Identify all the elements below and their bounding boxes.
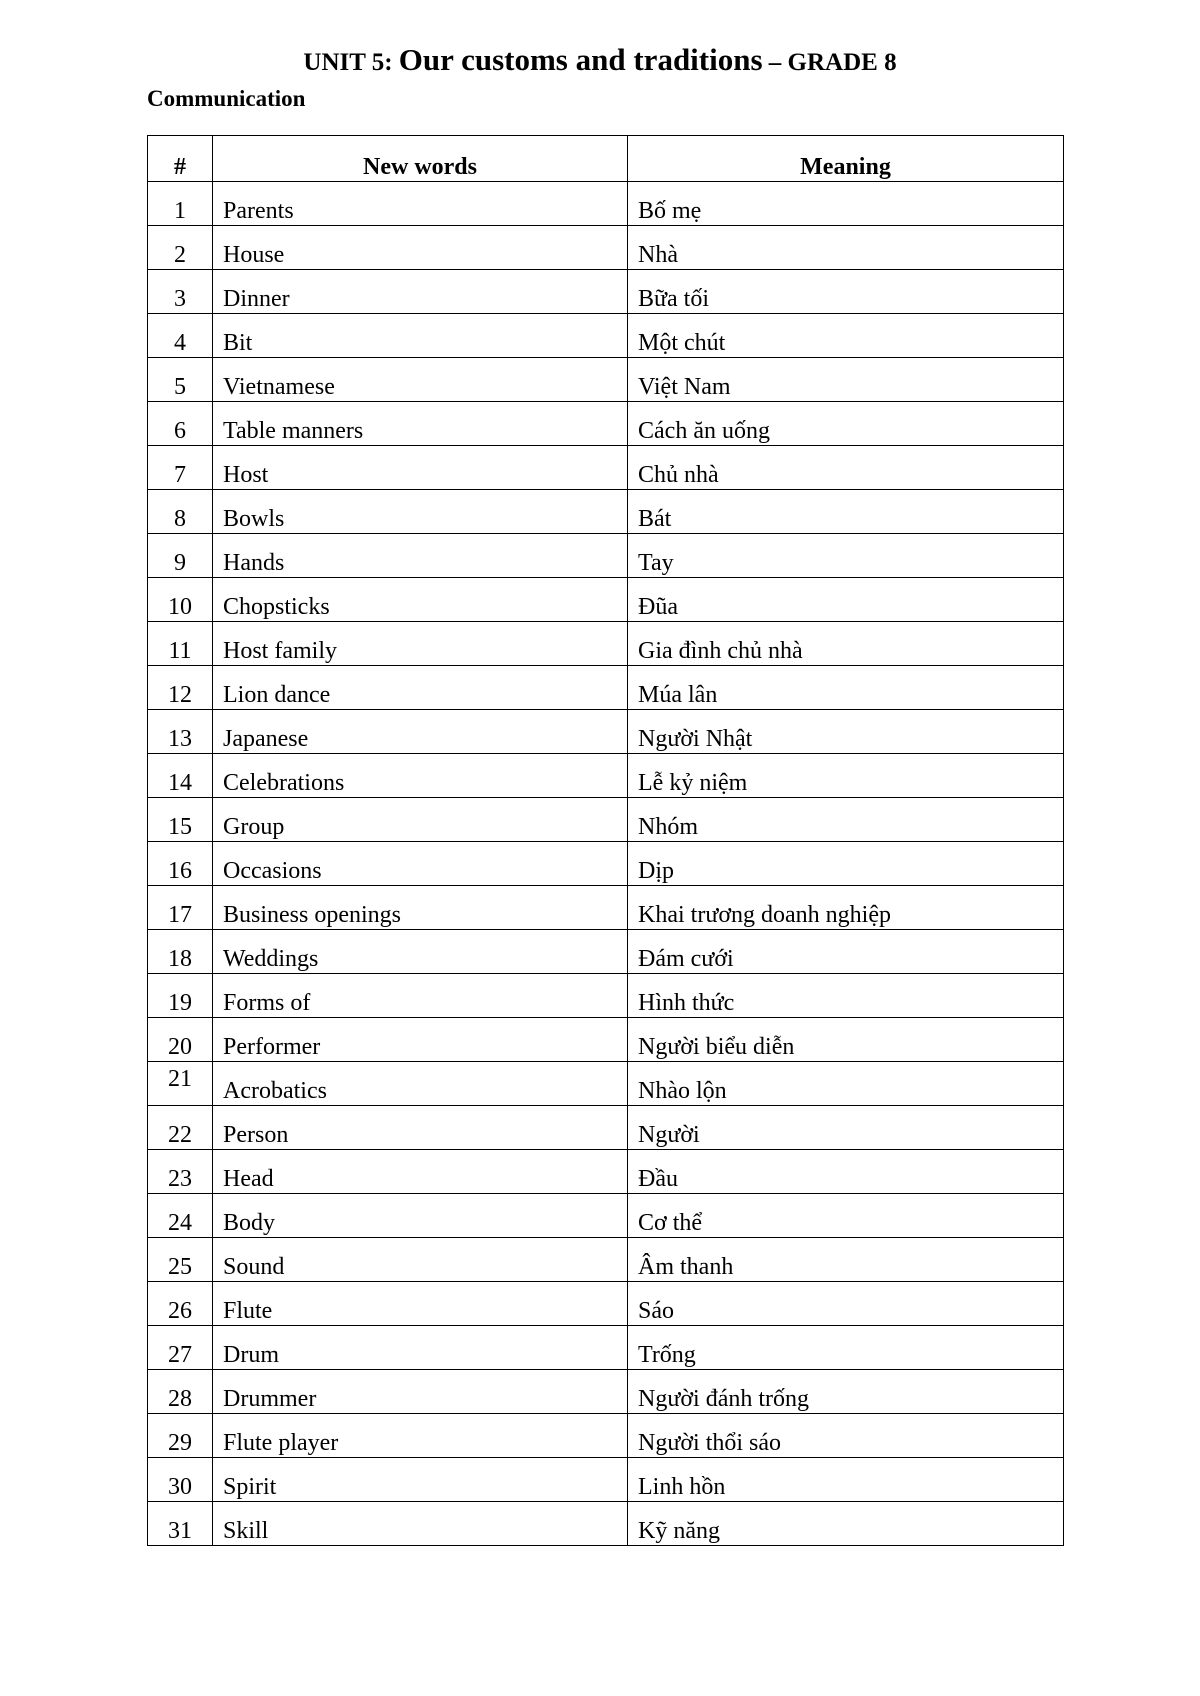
row-meaning: Linh hồn xyxy=(628,1458,1064,1502)
row-new-word: Host xyxy=(213,446,628,490)
row-new-word: Skill xyxy=(213,1502,628,1546)
title-grade: GRADE 8 xyxy=(787,49,897,76)
row-number: 12 xyxy=(148,666,213,710)
column-header-new-words: New words xyxy=(213,136,628,182)
row-meaning: Lễ kỷ niệm xyxy=(628,754,1064,798)
row-meaning: Người Nhật xyxy=(628,710,1064,754)
table-row xyxy=(148,578,1064,622)
row-number: 14 xyxy=(148,754,213,798)
row-new-word: Parents xyxy=(213,182,628,226)
row-meaning: Việt Nam xyxy=(628,358,1064,402)
table-row xyxy=(148,446,1064,490)
table-row xyxy=(148,1326,1064,1370)
row-number: 17 xyxy=(148,886,213,930)
table-row xyxy=(148,886,1064,930)
row-meaning: Đũa xyxy=(628,578,1064,622)
row-number: 4 xyxy=(148,314,213,358)
table-row xyxy=(148,666,1064,710)
row-meaning: Múa lân xyxy=(628,666,1064,710)
table-row xyxy=(148,270,1064,314)
row-number: 8 xyxy=(148,490,213,534)
table-row xyxy=(148,534,1064,578)
row-number: 18 xyxy=(148,930,213,974)
row-meaning: Người thổi sáo xyxy=(628,1414,1064,1458)
row-meaning: Nhóm xyxy=(628,798,1064,842)
row-meaning: Đám cưới xyxy=(628,930,1064,974)
table-row xyxy=(148,1106,1064,1150)
table-row xyxy=(148,226,1064,270)
row-new-word: Japanese xyxy=(213,710,628,754)
row-meaning: Đầu xyxy=(628,1150,1064,1194)
row-number: 28 xyxy=(148,1370,213,1414)
row-number: 15 xyxy=(148,798,213,842)
row-new-word: Person xyxy=(213,1106,628,1150)
row-number: 31 xyxy=(148,1502,213,1546)
row-number: 11 xyxy=(148,622,213,666)
row-number: 13 xyxy=(148,710,213,754)
row-meaning: Nhào lộn xyxy=(628,1062,1064,1106)
column-header-number: # xyxy=(148,136,213,182)
row-number: 9 xyxy=(148,534,213,578)
row-meaning: Sáo xyxy=(628,1282,1064,1326)
row-new-word: Chopsticks xyxy=(213,578,628,622)
row-number: 20 xyxy=(148,1018,213,1062)
row-number: 29 xyxy=(148,1414,213,1458)
row-new-word: Group xyxy=(213,798,628,842)
row-meaning: Trống xyxy=(628,1326,1064,1370)
row-meaning: Hình thức xyxy=(628,974,1064,1018)
row-meaning: Một chút xyxy=(628,314,1064,358)
row-meaning: Cách ăn uống xyxy=(628,402,1064,446)
row-number: 21 xyxy=(148,1062,213,1106)
row-number: 1 xyxy=(148,182,213,226)
table-row xyxy=(148,1370,1064,1414)
column-header-meaning: Meaning xyxy=(628,136,1064,182)
section-subtitle: Communication xyxy=(147,86,306,111)
row-new-word: Vietnamese xyxy=(213,358,628,402)
row-new-word: Business openings xyxy=(213,886,628,930)
row-number: 2 xyxy=(148,226,213,270)
row-number: 16 xyxy=(148,842,213,886)
row-meaning: Gia đình chủ nhà xyxy=(628,622,1064,666)
table-row xyxy=(148,182,1064,226)
table-row xyxy=(148,1238,1064,1282)
row-number: 6 xyxy=(148,402,213,446)
row-new-word: Acrobatics xyxy=(213,1062,628,1106)
row-new-word: Flute xyxy=(213,1282,628,1326)
row-number: 10 xyxy=(148,578,213,622)
row-meaning: Người xyxy=(628,1106,1064,1150)
table-row xyxy=(148,1502,1064,1546)
row-new-word: Hands xyxy=(213,534,628,578)
table-row xyxy=(148,314,1064,358)
row-new-word: Occasions xyxy=(213,842,628,886)
page-title xyxy=(0,44,1200,75)
table-row xyxy=(148,1194,1064,1238)
row-new-word: Weddings xyxy=(213,930,628,974)
row-meaning: Âm thanh xyxy=(628,1238,1064,1282)
row-new-word: House xyxy=(213,226,628,270)
row-number: 25 xyxy=(148,1238,213,1282)
table-row xyxy=(148,1282,1064,1326)
row-meaning: Khai trương doanh nghiệp xyxy=(628,886,1064,930)
row-meaning: Cơ thể xyxy=(628,1194,1064,1238)
table-row xyxy=(148,710,1064,754)
table-row xyxy=(148,1414,1064,1458)
table-row xyxy=(148,842,1064,886)
row-new-word: Bowls xyxy=(213,490,628,534)
row-new-word: Dinner xyxy=(213,270,628,314)
row-meaning: Kỹ năng xyxy=(628,1502,1064,1546)
row-new-word: Body xyxy=(213,1194,628,1238)
table-row xyxy=(148,930,1064,974)
table-body xyxy=(148,182,1064,1546)
table-row xyxy=(148,1018,1064,1062)
row-number: 30 xyxy=(148,1458,213,1502)
row-new-word: Host family xyxy=(213,622,628,666)
row-new-word: Celebrations xyxy=(213,754,628,798)
table-row xyxy=(148,1458,1064,1502)
row-meaning: Bát xyxy=(628,490,1064,534)
table-row xyxy=(148,622,1064,666)
row-meaning: Bố mẹ xyxy=(628,182,1064,226)
row-number: 26 xyxy=(148,1282,213,1326)
table-row xyxy=(148,1062,1064,1106)
row-meaning: Chủ nhà xyxy=(628,446,1064,490)
row-number: 3 xyxy=(148,270,213,314)
table-row xyxy=(148,798,1064,842)
row-new-word: Table manners xyxy=(213,402,628,446)
title-main: Our customs and traditions xyxy=(398,42,763,77)
table-row xyxy=(148,402,1064,446)
table-row xyxy=(148,1150,1064,1194)
table-row xyxy=(148,358,1064,402)
row-meaning: Dịp xyxy=(628,842,1064,886)
row-meaning: Người biểu diễn xyxy=(628,1018,1064,1062)
row-new-word: Head xyxy=(213,1150,628,1194)
row-meaning: Nhà xyxy=(628,226,1064,270)
row-new-word: Performer xyxy=(213,1018,628,1062)
table-header-row xyxy=(148,136,1064,182)
table-row xyxy=(148,974,1064,1018)
row-meaning: Bữa tối xyxy=(628,270,1064,314)
title-separator: – xyxy=(762,49,788,76)
row-number: 22 xyxy=(148,1106,213,1150)
row-number: 23 xyxy=(148,1150,213,1194)
row-new-word: Spirit xyxy=(213,1458,628,1502)
row-new-word: Drum xyxy=(213,1326,628,1370)
row-new-word: Drummer xyxy=(213,1370,628,1414)
row-number: 7 xyxy=(148,446,213,490)
title-unit: UNIT 5: xyxy=(303,49,399,76)
row-number: 19 xyxy=(148,974,213,1018)
row-new-word: Forms of xyxy=(213,974,628,1018)
row-meaning: Tay xyxy=(628,534,1064,578)
table-row xyxy=(148,754,1064,798)
row-number: 5 xyxy=(148,358,213,402)
row-new-word: Flute player xyxy=(213,1414,628,1458)
vocabulary-table xyxy=(147,135,1064,1546)
row-new-word: Lion dance xyxy=(213,666,628,710)
row-new-word: Sound xyxy=(213,1238,628,1282)
row-number: 27 xyxy=(148,1326,213,1370)
row-new-word: Bit xyxy=(213,314,628,358)
table-row xyxy=(148,490,1064,534)
row-meaning: Người đánh trống xyxy=(628,1370,1064,1414)
row-number: 24 xyxy=(148,1194,213,1238)
